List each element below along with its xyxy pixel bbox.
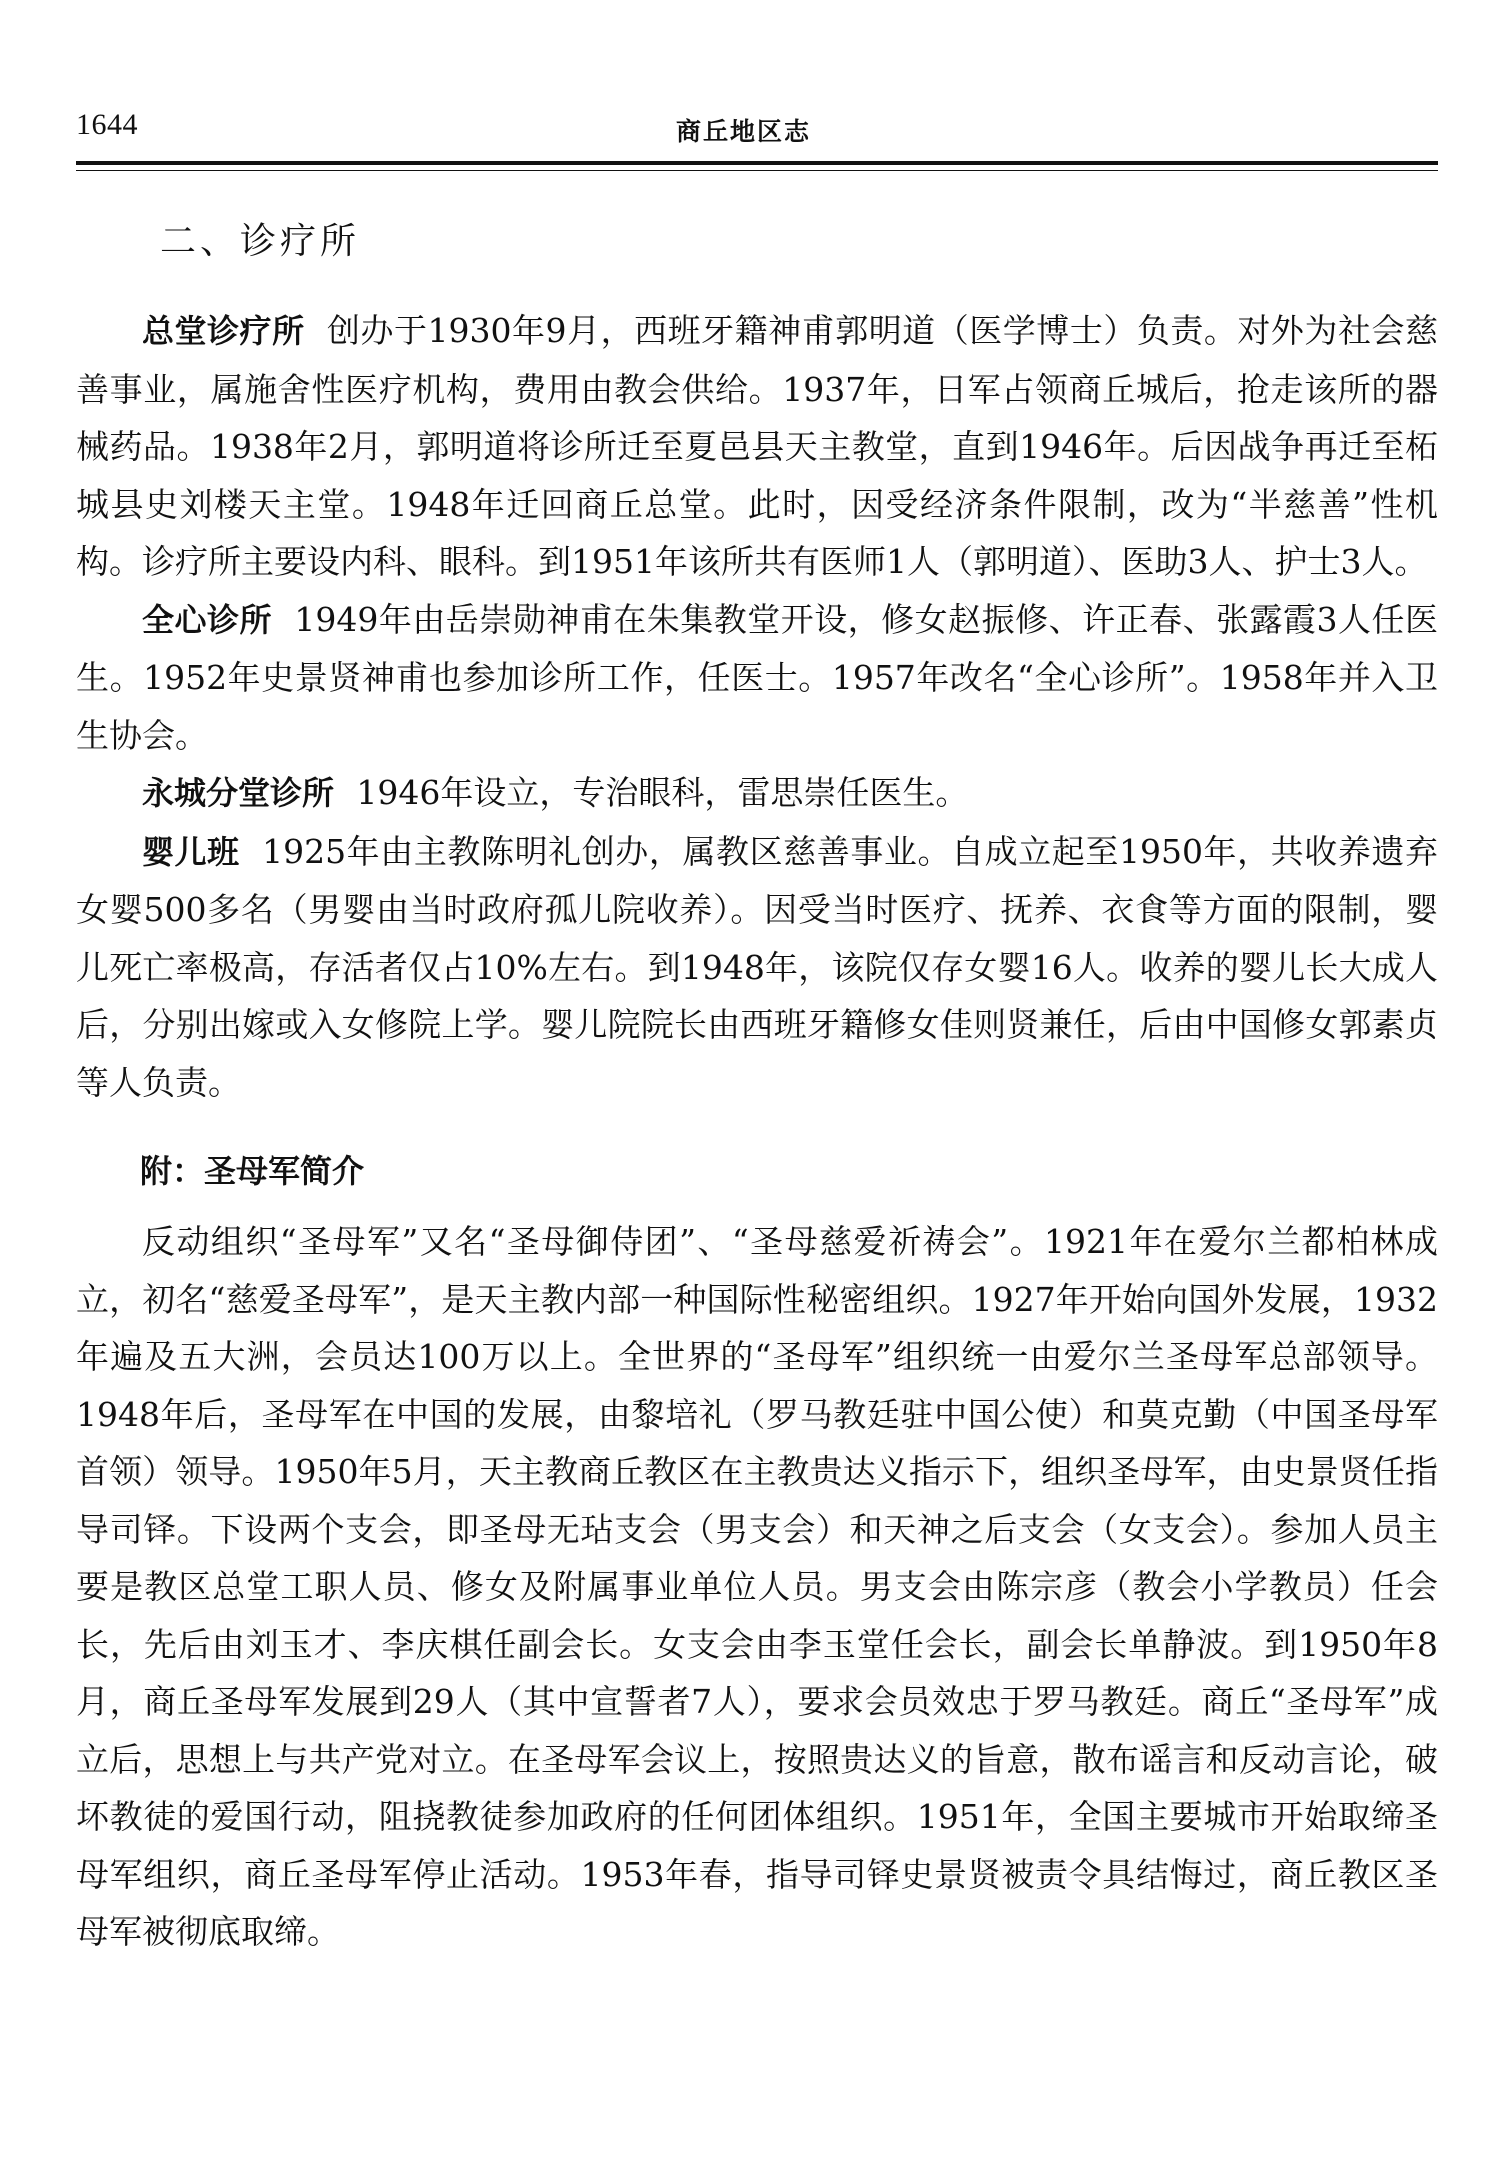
- entry-title: 总堂诊疗所: [142, 312, 305, 350]
- running-title: 商丘地区志: [676, 117, 812, 146]
- entry-text: 1925年由主教陈明礼创办，属教区慈善事业。自成立起至1950年，共收养遗弃女婴500多名（男婴由当时政府孤儿院收养）。因受当时医疗、抚养、衣食等方面的限制，婴儿死亡率极高，存活者仅占10%左右。到1948年，该院仅存女婴16人。收养的婴儿长大成人后，分别出嫁或入女修院上学。婴儿院院长由西班牙籍修女佳则贤兼任，后由中国修女郭素贞等人负责。: [76, 831, 1438, 1102]
- entry-text: 创办于1930年9月，西班牙籍神甫郭明道（医学博士）负责。对外为社会慈善事业，属施舍性医疗机构，费用由教会供给。1937年，日军占领商丘城后，抢走该所的器械药品。1938年2月，郭明道将诊所迁至夏邑县天主教堂，直到1946年。后因战争再迁至柘城县史刘楼天主堂。1948年迁回商丘总堂。此时，因受经济条件限制，改为“半慈善”性机构。诊疗所主要设内科、眼科。到1951年该所共有医师1人（郭明道）、医助3人、护士3人。: [76, 311, 1438, 581]
- entry-paragraph: [76, 823, 1438, 1112]
- appendix-heading: 附：圣母军简介: [140, 1152, 365, 1190]
- page-header: [76, 108, 1436, 158]
- entry-text: 1946年设立，专治眼科，雷思崇任医生。: [356, 773, 969, 812]
- entry-paragraph: [76, 764, 1438, 823]
- appendix-paragraph: 反动组织“圣母军”又名“圣母御侍团”、“圣母慈爱祈祷会”。1921年在爱尔兰都柏林成立，初名“慈爱圣母军”，是天主教内部一种国际性秘密组织。1927年开始向国外发展，1932年遍及五大洲，会员达100万以上。全世界的“圣母军”组织统一由爱尔兰圣母军总部领导。1948年后，圣母军在中国的发展，由黎培礼（罗马教廷驻中国公使）和莫克勤（中国圣母军首领）领导。1950年5月，天主教商丘教区在主教贵达义指示下，组织圣母军，由史景贤任指导司铎。下设两个支会，即圣母无玷支会（男支会）和天神之后支会（女支会）。参加人员主要是教区总堂工职人员、修女及附属事业单位人员。男支会由陈宗彦（教会小学教员）任会长，先后由刘玉才、李庆棋任副会长。女支会由李玉堂任会长，副会长单静波。到1950年8月，商丘圣母军发展到29人（其中宣誓者7人），要求会员效忠于罗马教廷。商丘“圣母军”成立后，思想上与共产党对立。在圣母军会议上，按照贵达义的旨意，散布谣言和反动言论，破坏教徒的爱国行动，阻挠教徒参加政府的任何团体组织。1951年，全国主要城市开始取缔圣母军组织，商丘圣母军停止活动。1953年春，指导司铎史景贤被责令具结悔过，商丘教区圣母军被彻底取缔。: [76, 1222, 1438, 1951]
- entry-title: 永城分堂诊所: [142, 774, 335, 812]
- entry-title: 全心诊所: [142, 600, 272, 639]
- section-heading: 二、诊疗所: [160, 221, 361, 262]
- page-number: 1644: [76, 108, 138, 141]
- page-content: [76, 212, 1438, 1961]
- entry-text: 1949年由岳崇勋神甫在朱集教堂开设，修女赵振修、许正春、张露霞3人任医生。1952年史景贤神甫也参加诊所工作，任医士。1957年改名“全心诊所”。1958年并入卫生协会。: [76, 599, 1438, 755]
- entry-paragraph: [76, 591, 1438, 765]
- header-rule-thin: [76, 170, 1438, 171]
- entry-title: 婴儿班: [142, 832, 240, 871]
- header-rule-thick: [76, 161, 1438, 165]
- entry-paragraph: [76, 302, 1438, 591]
